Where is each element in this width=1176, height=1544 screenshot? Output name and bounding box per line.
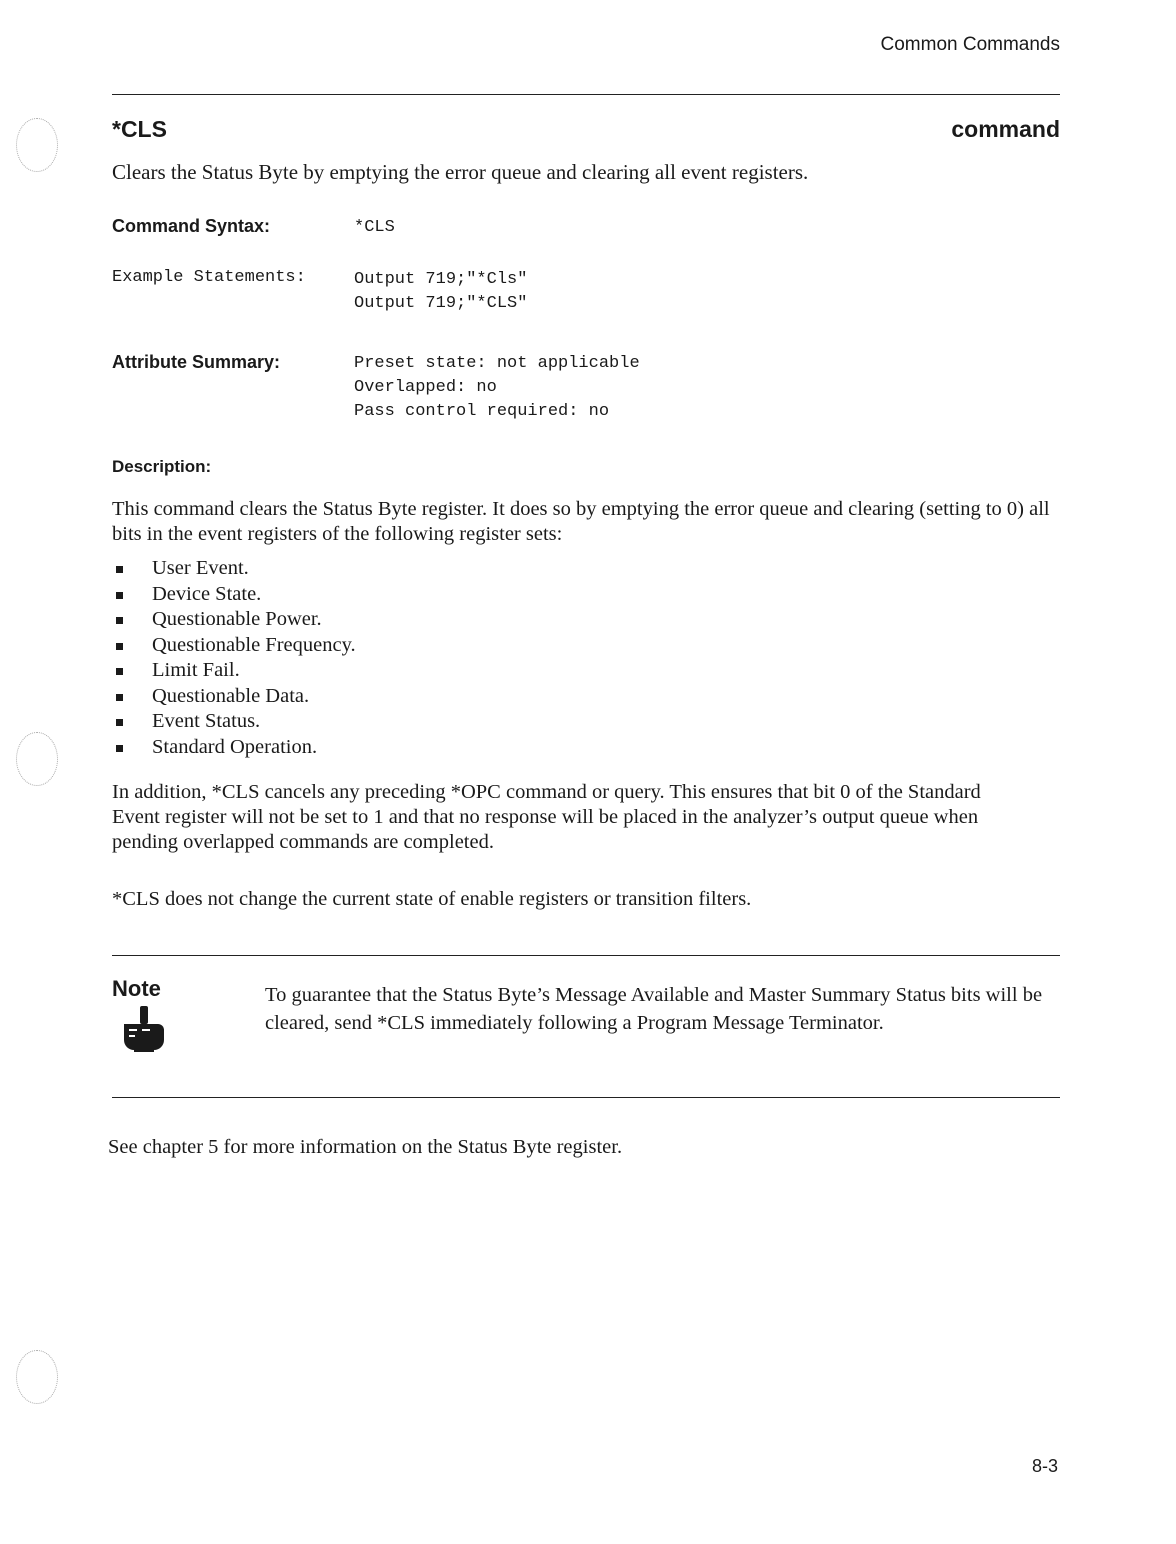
list-item-text: Event Status. bbox=[152, 710, 261, 732]
list-item-text: User Event. bbox=[152, 557, 249, 579]
attribute-line: Overlapped: no bbox=[354, 378, 497, 397]
list-item-text: Limit Fail. bbox=[152, 659, 240, 681]
list-item-text: Standard Operation. bbox=[152, 735, 318, 758]
example-line: Output 719;"*Cls" bbox=[354, 270, 528, 289]
list-item bbox=[112, 684, 356, 710]
attribute-line: Pass control required: no bbox=[354, 402, 610, 421]
attributes-label: Attribute Summary: bbox=[112, 352, 281, 372]
example-line: Output 719;"*CLS" bbox=[354, 294, 528, 313]
bullet-icon bbox=[116, 745, 123, 752]
list-item bbox=[112, 735, 356, 761]
command-summary: Clears the Status Byte by emptying the error queue and clearing all event registers. bbox=[112, 160, 809, 184]
note-text: To guarantee that the Status Byte’s Message Available and Master Summary Status bits will be cleared, send *CLS immediately following a Program Message Terminator. bbox=[265, 984, 1043, 1034]
punch-hole bbox=[16, 732, 58, 786]
list-item bbox=[112, 658, 356, 684]
bullet-icon bbox=[116, 566, 123, 573]
page-number: 8-3 bbox=[1031, 1456, 1058, 1476]
punch-hole bbox=[16, 1350, 58, 1404]
register-list bbox=[112, 556, 356, 760]
syntax-value bbox=[354, 216, 395, 240]
syntax-label: Command Syntax: bbox=[112, 216, 271, 236]
syntax-line: *CLS bbox=[354, 218, 395, 237]
bullet-icon bbox=[116, 668, 123, 675]
see-also-text: See chapter 5 for more information on the Status Byte register. bbox=[108, 1136, 623, 1158]
list-item bbox=[112, 633, 356, 659]
punch-hole bbox=[16, 118, 58, 172]
note-top-rule bbox=[112, 955, 1060, 956]
command-type: command bbox=[951, 116, 1060, 142]
note-title: Note bbox=[112, 976, 161, 1001]
bullet-icon bbox=[116, 719, 123, 726]
examples-label: Example Statements: bbox=[112, 268, 306, 287]
examples-value bbox=[354, 268, 527, 316]
list-item bbox=[112, 709, 356, 735]
attribute-line: Preset state: not applicable bbox=[354, 354, 640, 373]
bullet-icon bbox=[116, 617, 123, 624]
bullet-icon bbox=[116, 643, 123, 650]
description-label: Description: bbox=[112, 457, 212, 476]
list-item-text: Questionable Power. bbox=[152, 608, 322, 630]
running-head: Common Commands bbox=[880, 34, 1060, 55]
command-name: *CLS bbox=[112, 116, 167, 142]
list-item bbox=[112, 556, 356, 582]
list-item bbox=[112, 582, 356, 608]
pointing-hand-icon bbox=[118, 1006, 170, 1052]
bullet-icon bbox=[116, 694, 123, 701]
list-item-text: Questionable Data. bbox=[152, 684, 310, 707]
bullet-icon bbox=[116, 592, 123, 599]
list-item-text: Device State. bbox=[152, 582, 262, 605]
description-intro: This command clears the Status Byte register. It does so by emptying the error queue and clearing (setting to 0) all bits in the event registers of the following register sets: bbox=[112, 498, 1050, 545]
note-bottom-rule bbox=[112, 1097, 1060, 1098]
header-rule bbox=[112, 94, 1060, 95]
list-item bbox=[112, 607, 356, 633]
list-item-text: Questionable Frequency. bbox=[152, 633, 356, 656]
description-paragraph-3: *CLS does not change the current state of enable registers or transition filters. bbox=[112, 888, 752, 910]
description-paragraph-2: In addition, *CLS cancels any preceding *OPC command or query. This ensures that bit 0 of the Standard Event register will not be set to 1 and that no response will be placed in the analyzer’s output queue when pending overlapped commands are completed. bbox=[112, 781, 981, 853]
attributes-value bbox=[354, 352, 640, 424]
